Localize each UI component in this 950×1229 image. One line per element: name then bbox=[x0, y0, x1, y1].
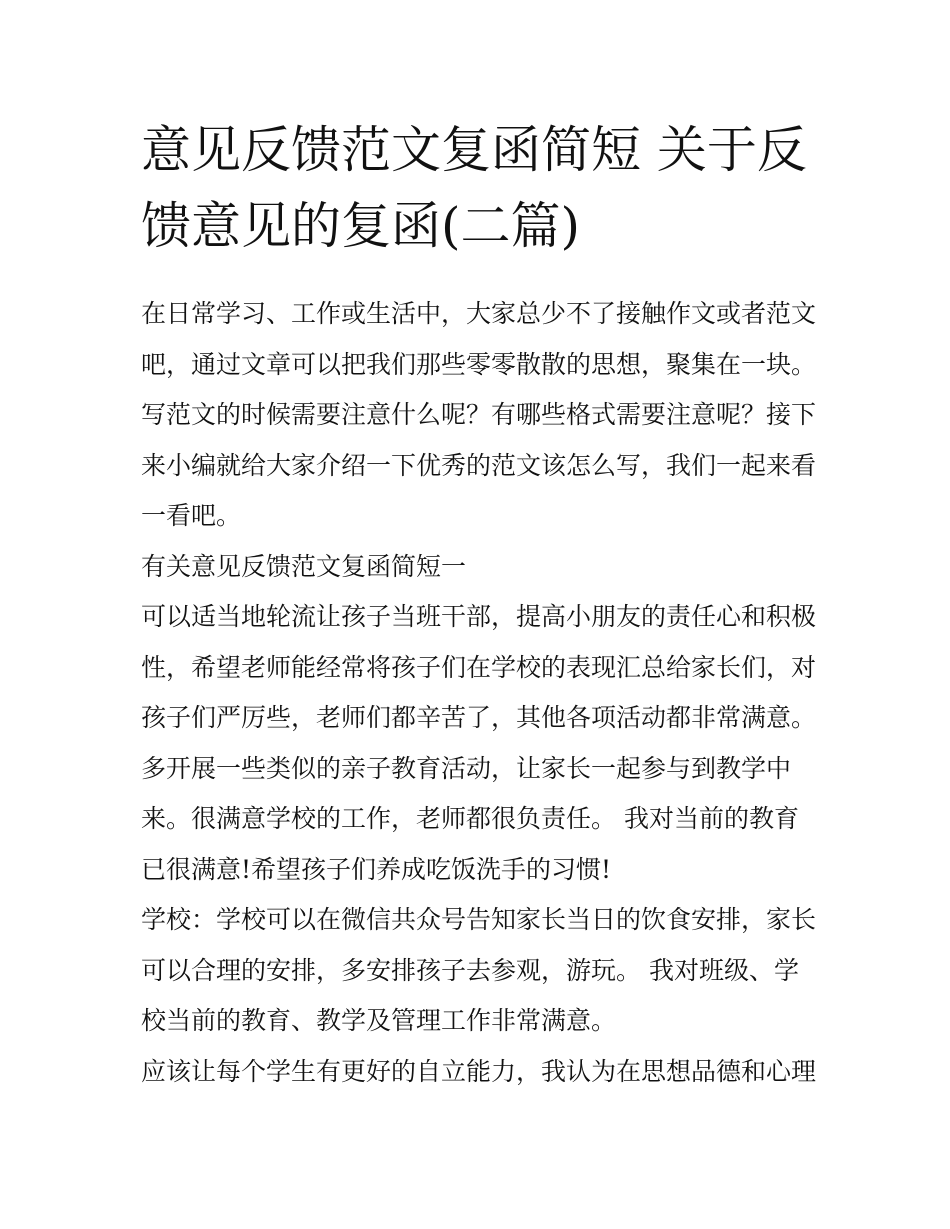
feedback-paragraph-2: 学校：学校可以在微信共众号告知家长当日的饮食安排，家长可以合理的安排，多安排孩子去参观，游玩。 我对班级、学校当前的教育、教学及管理工作非常满意。 bbox=[141, 905, 817, 1035]
document-title: 意见反馈范文复函简短 关于反馈意见的复函(二篇) bbox=[141, 121, 807, 255]
feedback-paragraph-1: 可以适当地轮流让孩子当班干部，提高小朋友的责任心和积极性，希望老师能经常将孩子们在学校的表现汇总给家长们，对孩子们严厉些，老师们都辛苦了，其他各项活动都非常满意。多开展一些类似的亲子教育活动，让家长一起参与到教学中来。很满意学校的工作，老师都很负责任。 我对当前的教育已很满意!希望孩子们养成吃饭洗手的习惯! bbox=[141, 602, 817, 884]
document-content bbox=[141, 112, 821, 1097]
feedback-paragraph-3: 应该让每个学生有更好的自立能力，我认为在思想品德和心理 bbox=[141, 1056, 817, 1086]
section-heading: 有关意见反馈范文复函简短一 bbox=[141, 551, 467, 581]
intro-paragraph: 在日常学习、工作或生活中，大家总少不了接触作文或者范文吧，通过文章可以把我们那些零零散散的思想，聚集在一块。写范文的时候需要注意什么呢？有哪些格式需要注意呢？接下来小编就给大家介绍一下优秀的范文该怎么写，我们一起来看一看吧。 bbox=[141, 299, 817, 530]
